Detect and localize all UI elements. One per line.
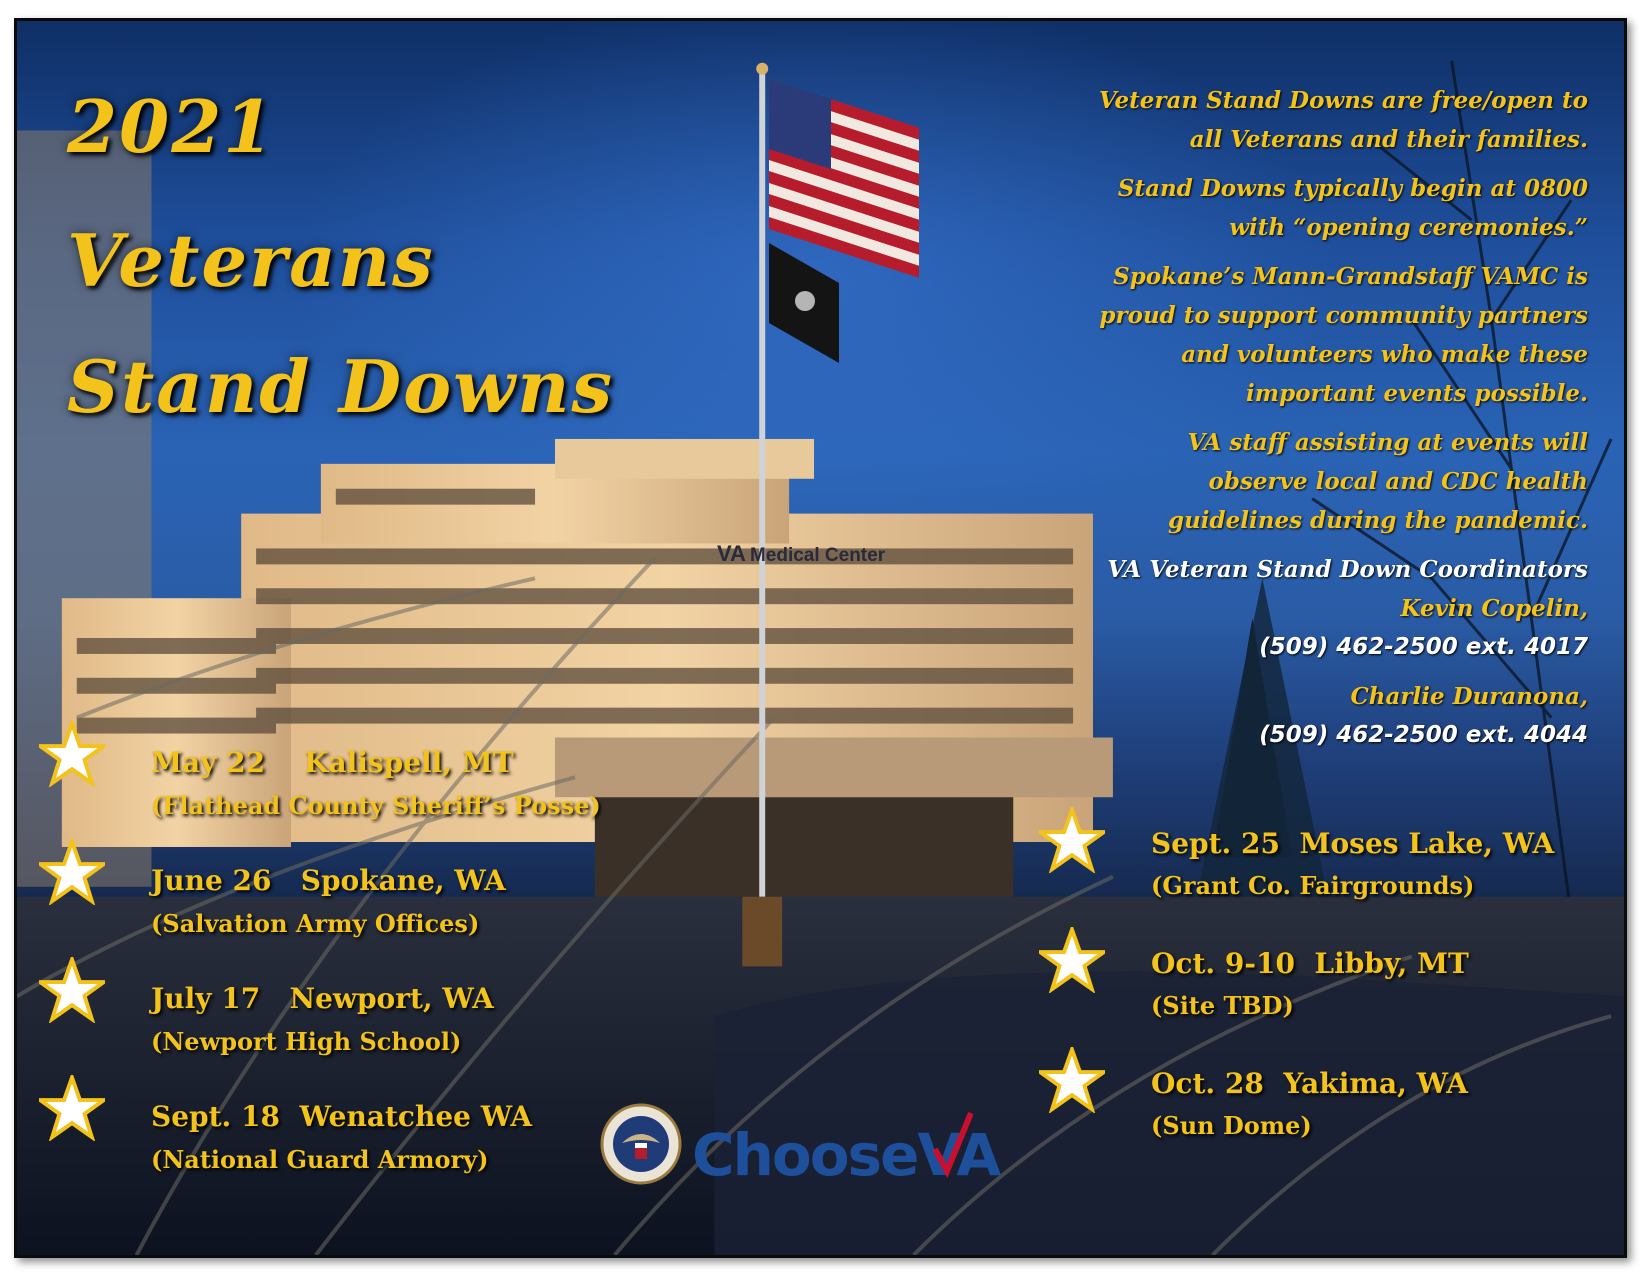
title-stand-downs: Stand Downs [67, 344, 614, 429]
event-venue: (Flathead County Sheriff’s Posse) [151, 791, 601, 820]
star-icon [39, 839, 105, 905]
event-date-place: July 17 Newport, WA [151, 982, 494, 1015]
event-date-place: Oct. 28 Yakima, WA [1151, 1067, 1468, 1100]
va-seal-icon [600, 1103, 682, 1185]
info-line: proud to support community partners [1099, 302, 1588, 329]
star-icon [1039, 807, 1105, 873]
event-venue: (National Guard Armory) [151, 1145, 489, 1174]
info-line: all Veterans and their families. [1189, 126, 1588, 153]
star-icon [39, 1075, 105, 1141]
coordinator-name: Charlie Duranona, [1350, 683, 1588, 710]
star-icon [39, 957, 105, 1023]
title-year: 2021 [67, 84, 276, 169]
star-icon [39, 721, 105, 787]
info-line: Spokane’s Mann-Grandstaff VAMC is [1113, 263, 1588, 290]
event-date-place: June 26 Spokane, WA [151, 864, 506, 897]
info-line: VA staff assisting at events will [1187, 429, 1588, 456]
event-date-place: May 22 Kalispell, MT [151, 746, 514, 779]
coordinators-heading: VA Veteran Stand Down Coordinators [1107, 556, 1588, 583]
event-venue: (Newport High School) [151, 1027, 462, 1056]
event-venue: (Salvation Army Offices) [151, 909, 480, 938]
info-block [1099, 81, 1588, 755]
info-line: with “opening ceremonies.” [1229, 214, 1588, 241]
star-icon [1039, 927, 1105, 993]
info-line: guidelines during the pandemic. [1167, 507, 1588, 534]
event-venue: (Sun Dome) [1151, 1111, 1312, 1140]
flyer-frame [14, 18, 1627, 1258]
event-venue: (Grant Co. Fairgrounds) [1151, 871, 1475, 900]
coordinator-phone: (509) 462-2500 ext. 4017 [1259, 634, 1588, 660]
title-veterans: Veterans [67, 218, 435, 303]
building-sign: VA Medical Center [717, 541, 886, 566]
checkmark-icon [933, 1109, 973, 1179]
va-logo-icon: VA [717, 541, 746, 566]
info-line: Stand Downs typically begin at 0800 [1117, 175, 1588, 202]
coordinator-name: Kevin Copelin, [1400, 595, 1588, 622]
choose-va-va: VA [917, 1121, 1000, 1189]
event-date-place: Oct. 9-10 Libby, MT [1151, 947, 1469, 980]
pow-mia-flag-icon [769, 243, 849, 373]
info-line: important events possible. [1246, 380, 1588, 407]
star-icon [1039, 1047, 1105, 1113]
info-line: observe local and CDC health [1208, 468, 1588, 495]
choose-va-word: Choose [692, 1121, 918, 1189]
info-line: and volunteers who make these [1181, 341, 1588, 368]
event-date-place: Sept. 25 Moses Lake, WA [1151, 827, 1555, 860]
coordinator-phone: (509) 462-2500 ext. 4044 [1259, 722, 1588, 748]
event-date-place: Sept. 18 Wenatchee WA [151, 1100, 533, 1133]
event-venue: (Site TBD) [1151, 991, 1294, 1020]
info-line: Veteran Stand Downs are free/open to [1098, 87, 1588, 114]
